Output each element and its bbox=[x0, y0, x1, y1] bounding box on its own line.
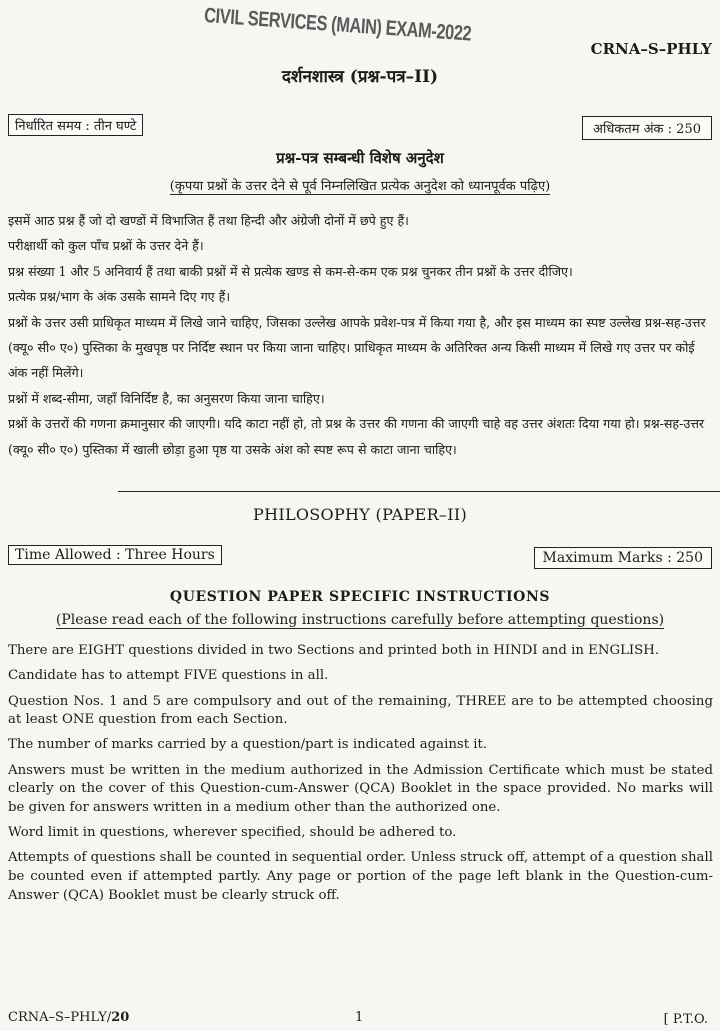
pto-label: [ P.T.O. bbox=[663, 1012, 708, 1027]
english-instruction: Question Nos. 1 and 5 are compulsory and out of the remaining, THREE are to be attempted choosing at least ONE question from each Section. bbox=[8, 693, 713, 728]
page-number: 1 bbox=[355, 1010, 364, 1025]
hindi-instruction: परीक्षार्थी को कुल पाँच प्रश्नों के उत्तर देने हैं। bbox=[8, 238, 204, 254]
footer-paper-code: CRNA–S–PHLY/20 bbox=[8, 1010, 130, 1025]
hindi-time-allowed-box: निर्धारित समय : तीन घण्टे bbox=[8, 114, 143, 136]
hindi-instruction: प्रश्नों के उत्तरों की गणना क्रमानुसार की जाएगी। यदि काटा नहीं हो, तो प्रश्न के उत्तर की गणना की जाएगी चाहे वह उत्तर अंशतः दिया गया हो। प्रश्न-सह-उत्तर (क्यू० सी० ए०) पुस्तिका में खाली छोड़ा हुआ पृष्ठ या उसके अंश को स्पष्ट रूप से काटा जाना चाहिए। bbox=[8, 416, 705, 457]
section-divider bbox=[118, 491, 720, 492]
english-max-marks-box: Maximum Marks : 250 bbox=[534, 547, 712, 569]
hindi-instructions-title: प्रश्न-पत्र सम्बन्धी विशेष अनुदेश bbox=[276, 149, 444, 167]
english-instruction: Attempts of questions shall be counted in sequential order. Unless struck off, attempt of a question shall be counted even if attempted partly. Any page or portion of the page left blank in the Question-cum-Answer (QCA) Booklet must be clearly struck off. bbox=[8, 850, 713, 903]
english-instructions bbox=[8, 642, 713, 912]
exam-stamp: CIVIL SERVICES (MAIN) EXAM-2022 bbox=[203, 4, 472, 46]
hindi-instruction: प्रश्नों के उत्तर उसी प्राधिकृत माध्यम में लिखे जाने चाहिए, जिसका उल्लेख आपके प्रवेश-पत्र में किया गया है, और इस माध्यम का स्पष्ट उल्लेख प्रश्न-सह-उत्तर (क्यू० सी० ए०) पुस्तिका के मुखपृष्ठ पर निर्दिष्ट स्थान पर किया जाना चाहिए। प्राधिकृत माध्यम के अतिरिक्त अन्य किसी माध्यम में लिखे गए उत्तर पर कोई अंक नहीं मिलेंगे। bbox=[8, 314, 706, 381]
hindi-instructions-note: (कृपया प्रश्नों के उत्तर देने से पूर्व निम्नलिखित प्रत्येक अनुदेश को ध्यानपूर्वक पढ़िए) bbox=[169, 179, 551, 194]
hindi-instructions bbox=[8, 208, 710, 462]
hindi-instruction: इसमें आठ प्रश्न हैं जो दो खण्डों में विभाजित हैं तथा हिन्दी और अंग्रेजी दोनों में छपे हुए हैं। bbox=[8, 213, 409, 228]
hindi-instruction: प्रत्येक प्रश्न/भाग के अंक उसके सामने दिए गए हैं। bbox=[8, 289, 231, 305]
english-instruction: Word limit in questions, wherever specified, should be adhered to. bbox=[8, 825, 457, 841]
english-time-allowed-box: Time Allowed : Three Hours bbox=[8, 545, 222, 565]
english-instructions-title: QUESTION PAPER SPECIFIC INSTRUCTIONS bbox=[169, 589, 551, 605]
english-instruction: The number of marks carried by a question/part is indicated against it. bbox=[8, 737, 488, 753]
hindi-instruction: प्रश्नों में शब्द-सीमा, जहाँ विनिर्दिष्ट है, का अनुसरण किया जाना चाहिए। bbox=[8, 390, 325, 406]
paper-code: CRNA–S–PHLY bbox=[590, 40, 712, 58]
english-instructions-note: (Please read each of the following instructions carefully before attempting questions) bbox=[55, 612, 665, 628]
english-paper-title: PHILOSOPHY (PAPER–II) bbox=[253, 505, 467, 524]
hindi-paper-title: दर्शनशास्त्र (प्रश्न-पत्र–II) bbox=[281, 67, 439, 87]
english-instruction: Candidate has to attempt FIVE questions in all. bbox=[8, 668, 329, 684]
hindi-instruction: प्रश्न संख्या 1 और 5 अनिवार्य हैं तथा बाकी प्रश्नों में से प्रत्येक खण्ड से कम-से-कम एक प्रश्न चुनकर तीन प्रश्नों के उत्तर दीजिए। bbox=[8, 263, 573, 279]
english-instruction: Answers must be written in the medium authorized in the Admission Certificate which must be stated clearly on the cover of this Question-cum-Answer (QCA) Booklet in the space provided. No marks will be given for answers written in a medium other than the authorized one. bbox=[8, 762, 713, 815]
english-instruction: There are EIGHT questions divided in two Sections and printed both in HINDI and in ENGLISH. bbox=[8, 643, 660, 658]
hindi-max-marks-box: अधिकतम अंक : 250 bbox=[582, 116, 712, 140]
